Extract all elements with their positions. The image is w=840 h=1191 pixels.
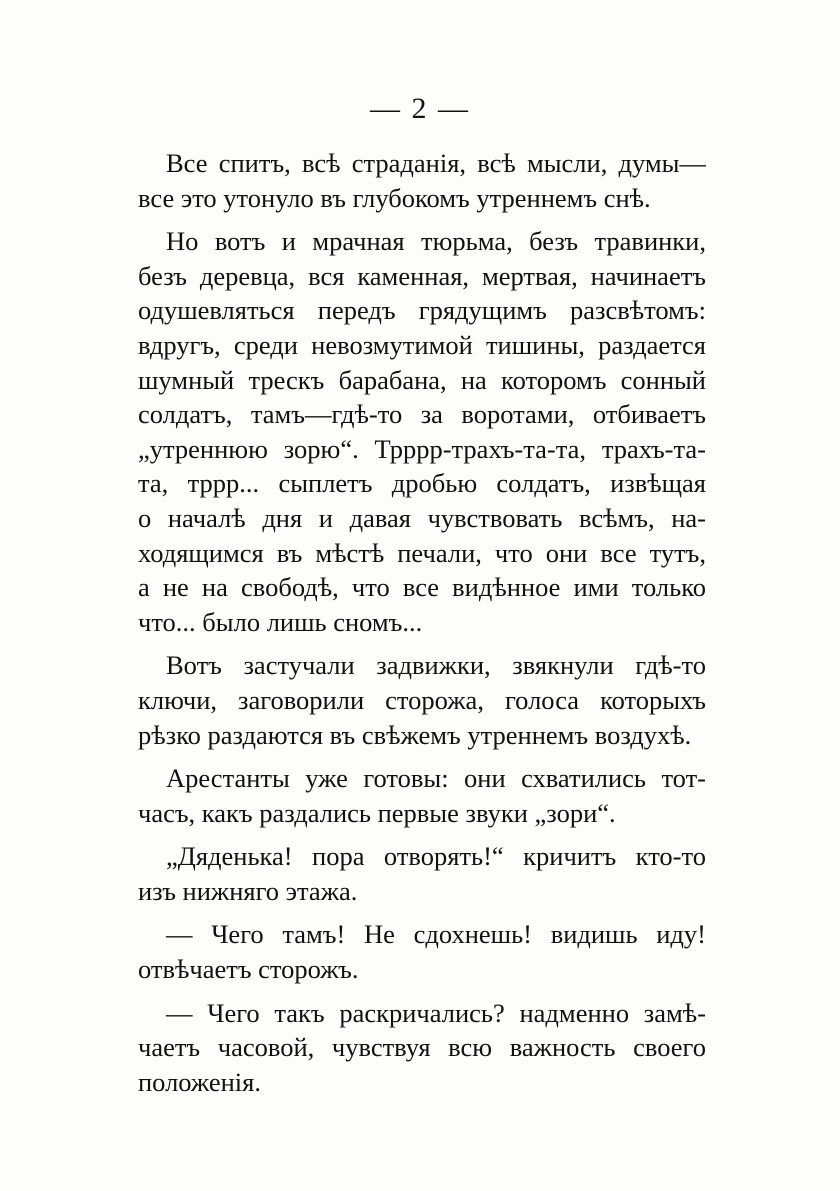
- text-line: Вотъ застучали задвижки, звякнули гдѣ-то: [166, 650, 706, 681]
- text-line: Все спитъ, всѣ страданія, всѣ мысли, думы—: [166, 148, 706, 178]
- paragraph: [138, 917, 706, 986]
- text-line: о началѣ дня и давая чувствовать всѣмъ, на-: [138, 502, 706, 533]
- text-line: отвѣчаетъ сторожъ.: [138, 954, 359, 985]
- paragraph: [138, 224, 706, 639]
- text-line: часъ, какъ раздались первые звуки „зори“.: [138, 797, 616, 828]
- text-line: что... было лишь сномъ...: [138, 606, 423, 637]
- text-line: Арестанты уже готовы: они схватились тот-: [166, 763, 706, 794]
- text-line: та, тррр... сыплетъ дробью солдатъ, извѣщая: [138, 468, 706, 499]
- text-line: а не на свободѣ, что все видѣнное ими только: [138, 572, 706, 603]
- text-line: рѣзко раздаются въ свѣжемъ утреннемъ воздухѣ.: [138, 719, 692, 750]
- text-line: ключи, заговорили сторожа, голоса которыхъ: [138, 684, 706, 715]
- text-line: „утреннюю зорю“. Трррр-трахъ-та-та, трахъ-та-: [138, 433, 706, 464]
- text-line: — Чего тамъ! Не сдохнешь! видишь иду!: [166, 919, 706, 950]
- text-line: ходящимся въ мѣстѣ печали, что они все тутъ,: [138, 537, 706, 568]
- text-line: „Дяденька! пора отворять!“ кричитъ кто-то: [166, 841, 706, 872]
- body-text: [138, 146, 706, 1108]
- paragraph: [138, 996, 706, 1100]
- text-line: одушевляться передъ грядущимъ разсвѣтомъ:: [138, 295, 706, 326]
- paragraph: [138, 146, 706, 215]
- text-line: изъ нижняго этажа.: [138, 875, 358, 906]
- text-line: безъ деревца, вся каменная, мертвая, начинаетъ: [138, 260, 706, 291]
- text-line: Но вотъ и мрачная тюрьма, безъ травинки,: [166, 226, 706, 257]
- text-line: шумный трескъ барабана, на которомъ сонный: [138, 364, 706, 395]
- text-line: вдругъ, среди невозмутимой тишины, раздается: [138, 329, 706, 360]
- paragraph: [138, 648, 706, 752]
- text-line: все это утонуло въ глубокомъ утреннемъ снѣ.: [138, 182, 651, 213]
- text-line: чаетъ часовой, чувствуя всю важность своего: [138, 1032, 706, 1063]
- page-number: — 2 —: [370, 92, 470, 125]
- text-line: солдатъ, тамъ—гдѣ-то за воротами, отбиваетъ: [138, 399, 706, 430]
- text-line: положенія.: [138, 1066, 261, 1097]
- text-line: — Чего такъ раскричались? надменно замѣ-: [166, 997, 706, 1028]
- paragraph: [138, 761, 706, 830]
- paragraph: [138, 839, 706, 908]
